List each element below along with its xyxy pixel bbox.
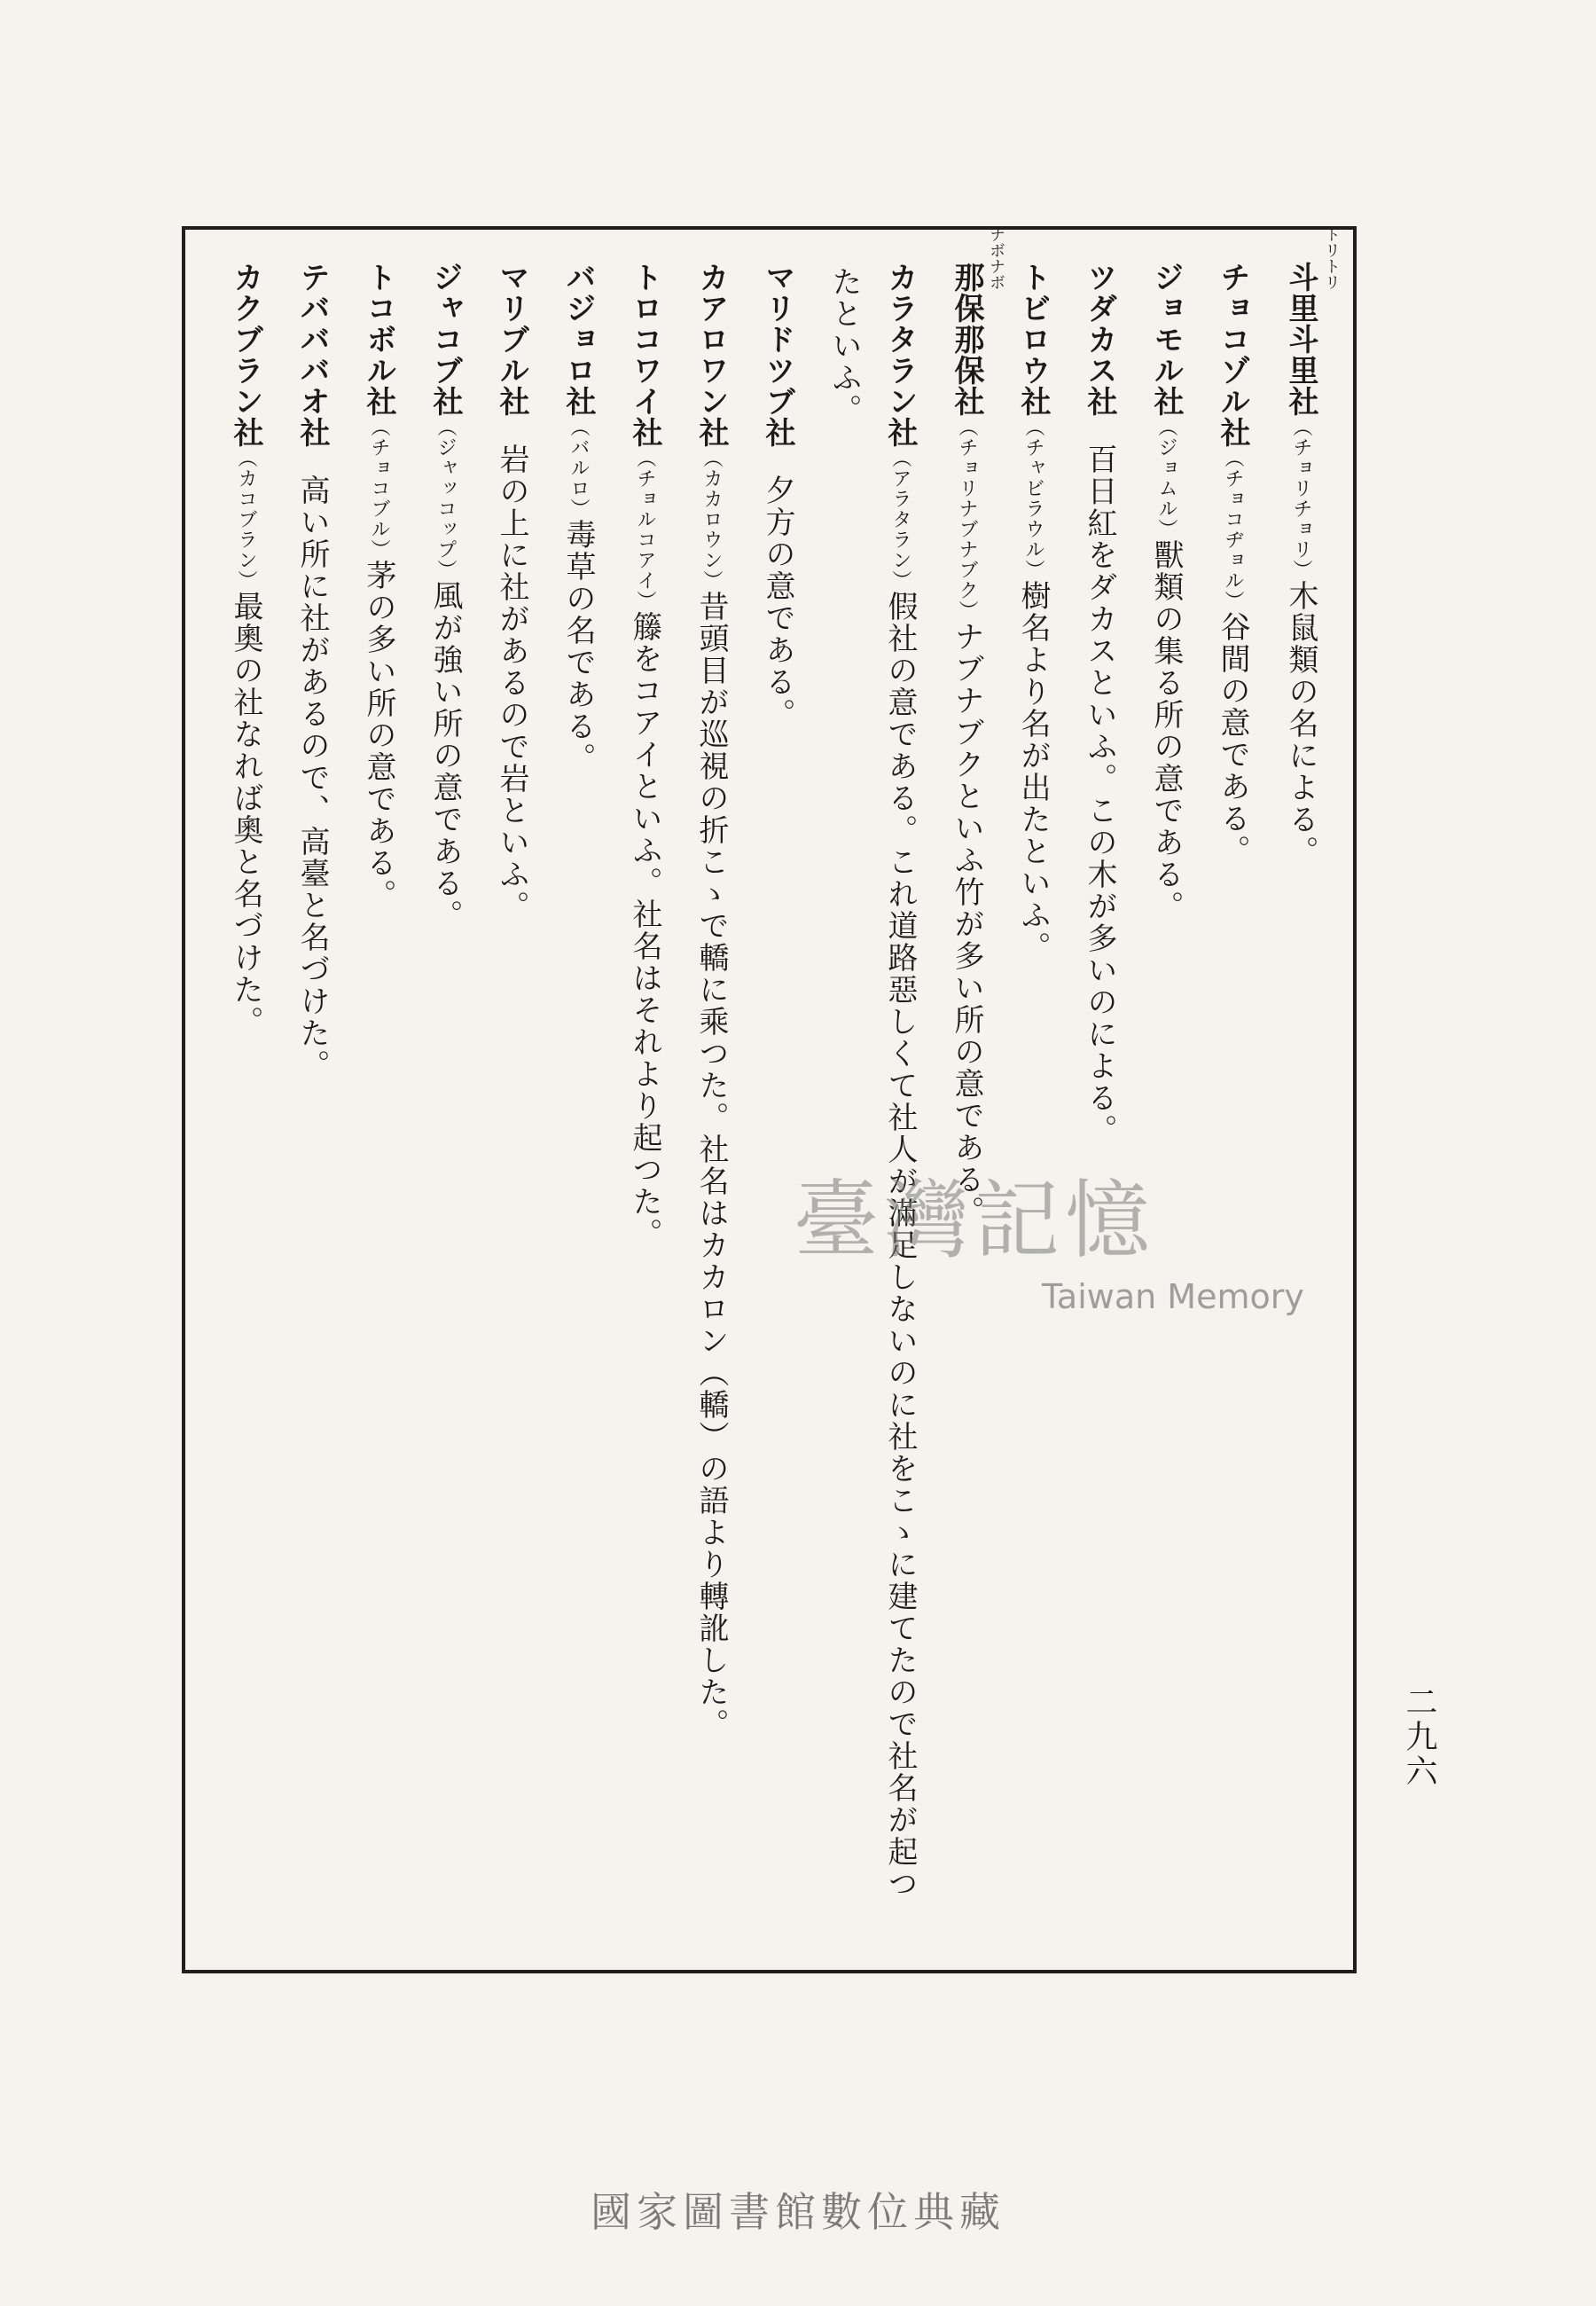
entry-text: 假社の意である。これ道路惡しくて社人が滿足しないのに社をこゝに建てたので社名が起つ: [882, 591, 918, 1900]
entry-name: 斗里斗里社: [1283, 262, 1318, 417]
entry-jakobu: [426, 262, 465, 931]
entry-name: バジョロ社: [560, 262, 596, 417]
entry-reading: （カカロウン）: [700, 448, 723, 591]
entry-text: 谷間の意である。: [1215, 611, 1250, 867]
entry-reading: （ジャッコップ）: [434, 417, 457, 580]
entry-text: 茅の多い所の意である。: [361, 560, 396, 911]
entry-text: 樹名より名が出たといふ。: [1015, 580, 1051, 963]
entry-name: チョコゾル社: [1215, 262, 1250, 448]
footer-caption: 國家圖書館數位典藏: [591, 2188, 1005, 2236]
entry-name: カラタラン社: [882, 262, 918, 448]
entry-tokoboru: [359, 262, 398, 911]
entry-text: 最奧の社なれば奧と名づけた。: [228, 591, 263, 1038]
entry-karataran: [880, 262, 919, 1900]
entry-text: 籐をコアイといふ。社名はそれより起つた。: [627, 611, 662, 1250]
entry-reading: （バルロ）: [567, 417, 590, 519]
entry-text: 高い所に社があるので、高臺と名づけた。: [294, 475, 330, 1081]
entry-reading: （アラタラン）: [889, 448, 911, 591]
entry-name: ツダカス社: [1082, 262, 1117, 417]
entry-reading: （チョコブル）: [368, 417, 390, 560]
entry-karataran-cont: [825, 266, 864, 426]
entry-text: 風が強い所の意である。: [427, 580, 463, 931]
entry-reading: （チョリチョリ）: [1290, 417, 1312, 580]
entry-kakuburan: [226, 262, 265, 1038]
entry-name: ジャコブ社: [427, 262, 463, 417]
entry-name: トビロウ社: [1015, 262, 1051, 417]
entry-jomoru: [1146, 262, 1185, 922]
entry-text: 岩の上に社があるので岩といふ。: [494, 443, 529, 922]
entry-mariburu: [492, 262, 531, 922]
entry-name: テバババオ社: [294, 262, 330, 448]
entry-text: 獸類の集る所の意である。: [1148, 539, 1184, 922]
entry-name: 那保那保社: [949, 262, 984, 417]
entry-name: マリドツブ社: [760, 262, 795, 448]
entry-text: 昔頭目が巡視の折こゝで轎に乘つた。社名はカカロン（轎）の語より轉訛した。: [693, 591, 729, 1740]
entry-reading: （チョコヂョル）: [1222, 448, 1244, 611]
page-number: 二九六: [1401, 1685, 1437, 1789]
entry-text: たといふ。: [826, 266, 862, 426]
entry-ruby: ナボナボ: [987, 226, 1005, 290]
entry-name: カクブラン社: [228, 262, 263, 448]
entry-nabonabo: [947, 262, 986, 1228]
entry-text: ナブナブクといふ竹が多い所の意である。: [949, 621, 984, 1228]
entry-tobirou: [1013, 262, 1052, 963]
entry-text: 毒草の名である。: [560, 519, 596, 774]
entry-text: 夕方の意である。: [760, 475, 795, 730]
entry-ruby: トリトリ: [1322, 226, 1341, 290]
entry-chokozoru: [1213, 262, 1252, 867]
entry-tebababao: [293, 262, 332, 1081]
entry-bajoro: [559, 262, 598, 774]
watermark-text: Taiwan Memory: [1042, 1277, 1304, 1316]
entry-name: カアロワン社: [693, 262, 729, 448]
entry-name: マリブル社: [494, 262, 529, 417]
entry-reading: （ジョムル）: [1155, 417, 1177, 539]
entry-reading: （チョリナブナブク）: [956, 417, 978, 621]
entry-toritori: [1281, 262, 1320, 867]
entry-reading: （カコブラン）: [235, 448, 257, 591]
entry-reading: （チョルコアイ）: [634, 448, 656, 611]
entry-torokowai: [625, 262, 664, 1250]
entry-tsudakasu: [1080, 262, 1119, 1146]
entry-maridotsubu: [758, 262, 797, 730]
entry-reading: （チャビラウル）: [1022, 417, 1044, 580]
entry-name: ジョモル社: [1148, 262, 1184, 417]
watermark-logo: 臺灣記憶: [794, 1171, 1155, 1270]
entry-text: 木鼠類の名による。: [1283, 580, 1318, 867]
entry-name: トコボル社: [361, 262, 396, 417]
entry-kaarowan: [692, 262, 731, 1740]
entry-text: 百日紅をダカスといふ。この木が多いのによる。: [1082, 443, 1117, 1146]
entry-name: トロコワイ社: [627, 262, 662, 448]
